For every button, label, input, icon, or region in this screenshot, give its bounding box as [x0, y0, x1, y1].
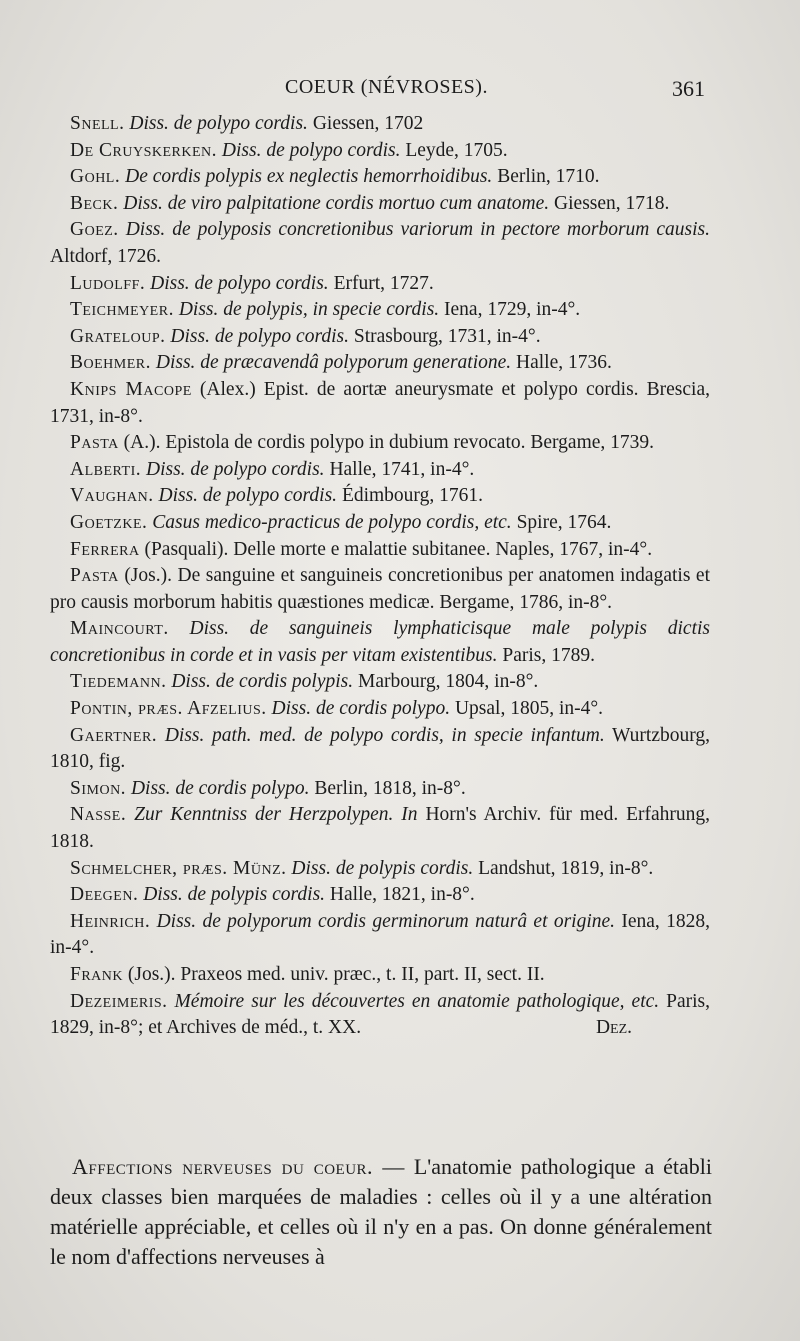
entry-title: Diss. de polypo cordis. [150, 272, 329, 294]
body-text: L'anatomie pathologique a établi deux classes bien marquées de maladies : celles où il y a une altération matérielle appréciable, et celles où il n'y en a pas. On donne généralement le nom d'affections nerveuses à [50, 1154, 712, 1269]
bibliography-entry [50, 723, 710, 776]
entry-title: Diss. de polypo cordis. [146, 458, 325, 480]
bibliography-entry [50, 191, 710, 218]
entry-title: Diss. de cordis polypo. [271, 698, 451, 720]
entry-title: Diss. de polypo cordis. [170, 325, 349, 347]
entry-details: Altdorf, 1726. [50, 245, 162, 267]
bibliography-entry [50, 430, 710, 457]
entry-details: (Pasquali). Delle morte e malattie subitanee. Naples, 1767, in-4°. [144, 538, 653, 560]
bibliography-entry [50, 962, 710, 989]
entry-author: Gohl. [70, 166, 121, 188]
bibliography-entry [50, 324, 710, 351]
entry-author: Vaughan. [70, 485, 154, 507]
bibliography-entry [50, 271, 710, 298]
entry-title: Mémoire sur les découvertes en anatomie pathologique, etc. [174, 990, 660, 1012]
entry-author: De Cruyskerken. [70, 139, 218, 161]
entry-details: Wurtzbourg, 1810, fig. [50, 724, 711, 773]
entry-title: Diss. de præcavendâ polyporum generatione. [155, 352, 512, 374]
bibliography-entry [50, 164, 710, 191]
entry-details: Landshut, 1819, in-8°. [478, 857, 654, 879]
entry-author: Simon. [70, 777, 127, 799]
entry-author: Knips Macope [70, 378, 192, 400]
entry-details: Halle, 1821, in-8°. [329, 884, 475, 906]
bibliography-entry [50, 350, 710, 377]
entry-author: Goetzke. [70, 511, 148, 533]
bibliography-entry [50, 457, 710, 484]
bibliography-entry [50, 616, 710, 669]
entry-author: Ferrera [70, 538, 140, 560]
entry-title: Diss. de cordis polypo. [130, 777, 310, 799]
section-heading: Affections nerveuses du coeur. — [72, 1154, 405, 1179]
entry-details: Halle, 1741, in-4°. [329, 458, 475, 480]
entry-title: De cordis polypis ex neglectis hemorrhoidibus. [125, 166, 493, 188]
entry-details: Marbourg, 1804, in-8°. [358, 671, 539, 693]
page-number: 361 [672, 76, 705, 101]
entry-details: (Alex.) Epist. de aortæ aneurysmate et polypo cordis. Brescia, 1731, in-8°. [50, 378, 710, 427]
entry-author: Beck. [70, 192, 119, 214]
entry-title: Zur Kenntniss der Herzpolypen. In [134, 804, 418, 826]
entry-details: Spire, 1764. [516, 511, 612, 533]
entry-author: Snell. [70, 113, 125, 134]
entry-author: Alberti. [70, 458, 142, 480]
bibliography-entry [50, 696, 710, 723]
bibliography-entry [50, 909, 710, 962]
entry-title: Diss. de polypo cordis. [158, 485, 338, 507]
entry-author: Ludolff. [70, 272, 146, 294]
bibliography-entry [50, 217, 710, 270]
entry-title: Diss. de viro palpitatione cordis mortuo cum anatome. [123, 192, 550, 214]
bibliography-entry [50, 297, 710, 324]
entry-author: Deegen. [70, 884, 139, 906]
entry-details: Paris, 1829, in-8°; et Archives de méd., t. XX. [50, 990, 711, 1039]
entry-details: Leyde, 1705. [405, 139, 508, 161]
bibliography-entry [50, 989, 710, 1042]
entry-author: Grateloup. [70, 325, 166, 347]
page-header [0, 76, 800, 104]
entry-details: Horn's Archiv. für med. Erfahrung, 1818. [50, 804, 711, 853]
entry-details: Erfurt, 1727. [333, 272, 434, 294]
bibliography-entry [50, 138, 710, 165]
entry-details: (Jos.). Praxeos med. univ. præc., t. II, part. II, sect. II. [127, 964, 545, 985]
entry-author: Boehmer. [70, 352, 151, 374]
bibliography-entry [50, 776, 710, 803]
entry-details: Giessen, 1718. [554, 192, 670, 214]
bibliography-entry [50, 510, 710, 537]
bibliography-entry [50, 483, 710, 510]
entry-details: Strasbourg, 1731, in-4°. [353, 325, 541, 347]
entry-details: Berlin, 1710. [497, 166, 600, 188]
running-title: COEUR (NÉVROSES). [285, 76, 488, 98]
entry-details: Iena, 1729, in-4°. [444, 299, 581, 321]
entry-author: Frank [70, 964, 124, 985]
entry-details: (A.). Epistola de cordis polypo in dubium revocato. Bergame, 1739. [123, 432, 655, 454]
entry-author: Pasta [70, 565, 119, 587]
bibliography-entry [50, 856, 710, 883]
entry-title: Diss. de polyposis concretionibus variorum in pectore morborum causis. [125, 219, 711, 241]
entry-title: Diss. de sanguineis lymphaticisque male polypis dictis concretionibus in corde et in vasis per vitam existentibus. [50, 618, 710, 666]
bibliography-entry [50, 669, 710, 696]
entry-details: Halle, 1736. [516, 352, 612, 374]
entry-title: Casus medico-practicus de polypo cordis, etc. [152, 511, 512, 533]
bibliography-entry [50, 377, 710, 430]
entry-details: Berlin, 1818, in-8°. [314, 777, 466, 799]
entry-details: Édimbourg, 1761. [341, 485, 483, 507]
entry-title: Diss. de polypo cordis. [221, 139, 401, 161]
entry-author: Goez. [70, 219, 119, 241]
bibliography-entry [50, 111, 710, 138]
entry-author: Heinrich. [70, 910, 151, 932]
entry-title: Diss. path. med. de polypo cordis, in specie infantum. [164, 724, 605, 746]
entry-author: Teichmeyer. [70, 299, 174, 321]
entry-author: Nasse. [70, 804, 127, 826]
entry-author: Tiedemann. [70, 671, 167, 693]
bibliography-entry [50, 802, 710, 855]
entry-title: Diss. de polypis, in specie cordis. [178, 299, 440, 321]
entry-title: Diss. de cordis polypis. [171, 671, 354, 693]
entry-title: Diss. de polypis cordis. [291, 857, 474, 879]
entry-details: (Jos.). De sanguine et sanguineis concretionibus per anatomen indagatis et pro causis morborum habitis quæstiones medicæ. Bergame, 1786, in-8°. [50, 565, 710, 613]
entry-details: Paris, 1789. [502, 644, 596, 666]
entry-author: Dezeimeris. [70, 990, 168, 1012]
entry-title: Diss. de polypo cordis. [129, 113, 308, 134]
entry-details: Upsal, 1805, in-4°. [454, 698, 604, 720]
bibliography-entry [50, 882, 710, 909]
bibliography-list [50, 111, 710, 1042]
entry-title: Diss. de polyporum cordis germinorum naturâ et origine. [156, 910, 616, 932]
entry-author: Gaertner. [70, 724, 158, 746]
author-signature: Dez. [595, 1017, 632, 1039]
bibliography-entry [50, 563, 710, 616]
entry-title: Diss. de polypis cordis. [143, 884, 326, 906]
entry-author: Maincourt. [70, 618, 169, 640]
entry-author: Schmelcher, præs. Münz. [70, 857, 287, 879]
entry-author: Pontin, præs. Afzelius. [70, 698, 267, 720]
bibliography-entry [50, 537, 710, 564]
entry-details: Iena, 1828, in-4°. [50, 910, 710, 959]
body-paragraph [50, 1152, 712, 1272]
entry-author: Pasta [70, 432, 119, 454]
entry-details: Giessen, 1702 [312, 113, 424, 134]
